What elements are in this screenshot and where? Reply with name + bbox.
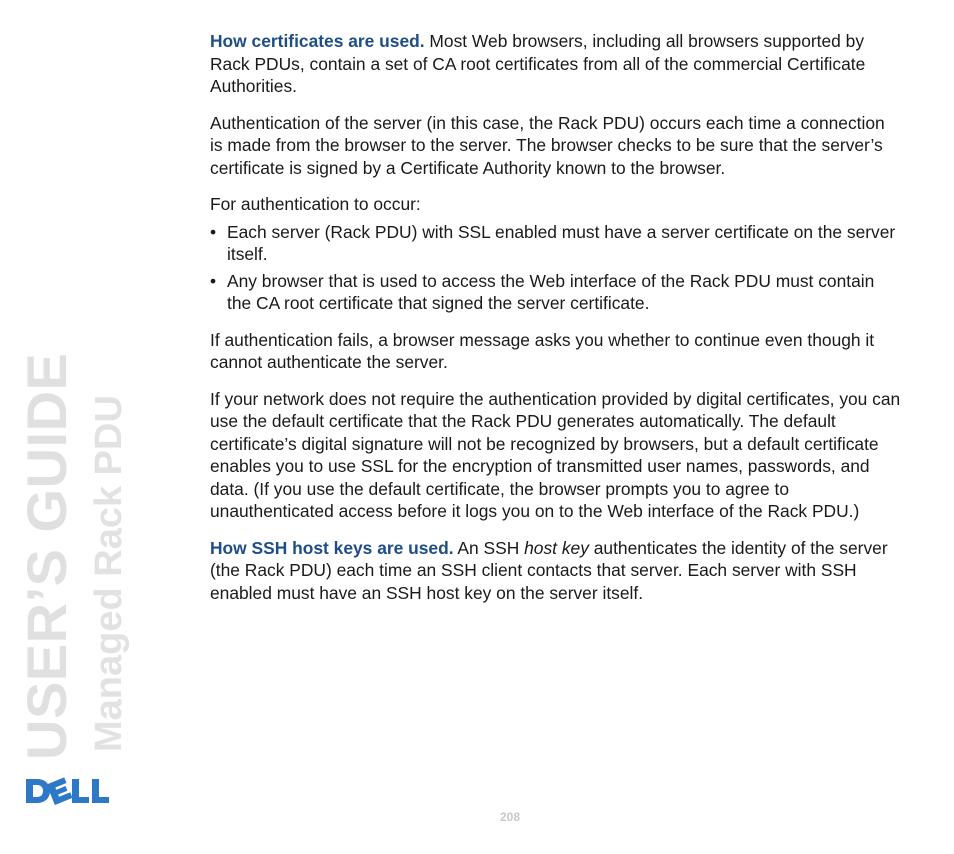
users-guide-title: USER’S GUIDE <box>15 352 78 760</box>
list-item <box>210 221 902 266</box>
paragraph-requirements-intro: For authentication to occur: <box>210 194 421 214</box>
bullet-marker: • <box>210 221 217 242</box>
requirements-list <box>210 221 902 315</box>
ssh-text-b: authenticates the identity of the server (the Rack PDU) each time an SSH client contacts that server. Each server with SSH enabled must have an SSH host key on the server itself. <box>210 537 888 603</box>
list-item <box>210 270 902 315</box>
certificates-text: Most Web browsers, including all browsers supported by Rack PDUs, contain a set of CA root certificates from all of the commercial Certificate Authorities. <box>210 31 866 96</box>
product-subtitle: Managed Rack PDU <box>88 395 130 752</box>
page-number: 208 <box>499 810 521 824</box>
paragraph-default-certificate: If your network does not require the authentication provided by digital certificates, you can use the default certificate that the Rack PDU generates automatically. The default certificate’s digital signature will not be recognized by browsers, but a default certificate enables you to use SSL for the encryption of transmitted user names, passwords, and data. (If you use the default certificate, the browser prompts you to agree to unauthenticated access before it logs you on to the Web interface of the Rack PDU.) <box>210 388 901 521</box>
ssh-heading: How SSH host keys are used. <box>210 537 454 558</box>
ssh-text-a: An SSH <box>453 537 525 558</box>
paragraph-authentication: Authentication of the server (in this case, the Rack PDU) occurs each time a connection is made from the browser to the server. The browser checks to be sure that the server’s certificate is signed by a Certificate Authority known to the browser. <box>210 112 885 178</box>
dell-logo <box>24 776 112 806</box>
page-content <box>210 30 902 618</box>
paragraph-auth-fails: If authentication fails, a browser message asks you whether to continue even though it cannot authenticate the server. <box>210 329 875 372</box>
ssh-host-key-term: host key <box>524 537 589 558</box>
certificates-heading: How certificates are used. <box>210 31 425 51</box>
paragraph-certificates <box>210 30 902 98</box>
bullet-marker: • <box>210 270 217 291</box>
paragraph-ssh-host-keys <box>210 537 902 605</box>
list-item-text: Each server (Rack PDU) with SSL enabled must have a server certificate on the server itself. <box>227 221 896 264</box>
list-item-text: Any browser that is used to access the Web interface of the Rack PDU must contain the CA root certificate that signed the server certificate. <box>227 270 875 313</box>
